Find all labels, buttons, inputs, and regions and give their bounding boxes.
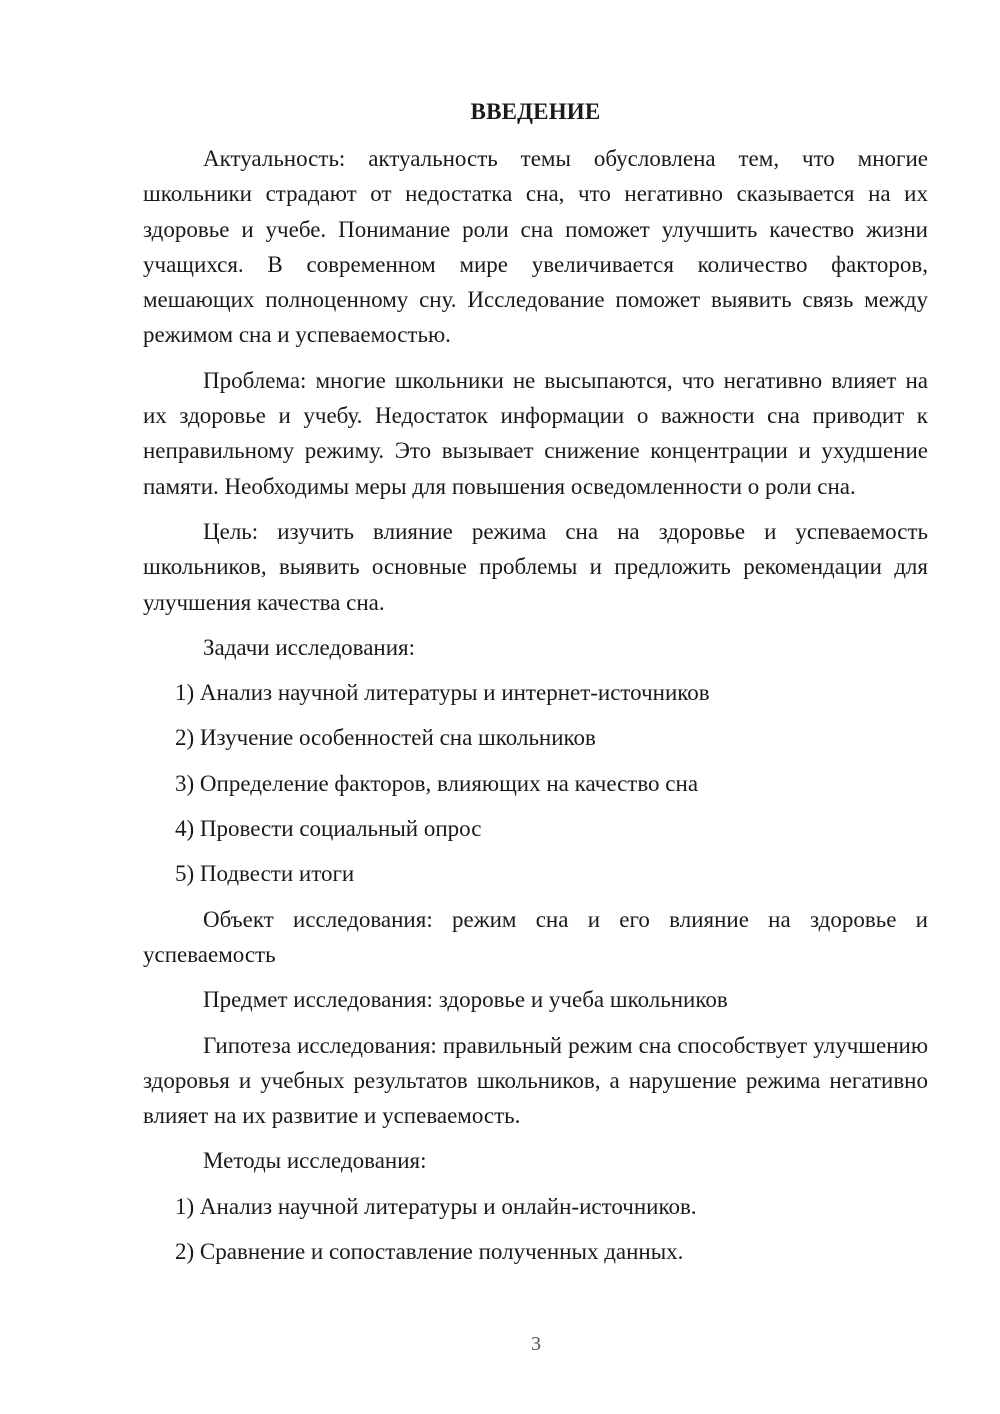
task-item: 3) Определение факторов, влияющих на качество сна — [175, 770, 699, 796]
tasks-heading: Задачи исследования: — [203, 634, 416, 660]
methods-heading: Методы исследования: — [203, 1148, 427, 1174]
page-content — [143, 94, 928, 1279]
method-item: 1) Анализ научной литературы и онлайн-источников. — [175, 1193, 697, 1219]
section-title: ВВЕДЕНИЕ — [470, 99, 601, 124]
relevance-paragraph: Актуальность: актуальность темы обусловлена тем, что многие школьники страдают от недостатка сна, что негативно сказывается на их здоровье и учебе. Понимание роли сна поможет улучшить качество жизни учащихся. В современном мире увеличивается количество факторов, мешающих полноценному сну. Исследование поможет выявить связь между режимом сна и успеваемостью. — [143, 146, 928, 348]
subject-paragraph: Предмет исследования: здоровье и учеба школьников — [203, 987, 728, 1013]
problem-paragraph: Проблема: многие школьники не высыпаются, что негативно влияет на их здоровье и учебу. Недостаток информации о важности сна приводит к неправильному режиму. Это вызывает снижение концентрации и ухудшение памяти. Необходимы меры для повышения осведомленности о роли сна. — [143, 367, 928, 499]
task-item: 2) Изучение особенностей сна школьников — [175, 725, 596, 751]
method-item: 2) Сравнение и сопоставление полученных данных. — [175, 1239, 684, 1265]
task-item: 4) Провести социальный опрос — [175, 816, 482, 842]
hypothesis-paragraph: Гипотеза исследования: правильный режим сна способствует улучшению здоровья и учебных результатов школьников, а нарушение режима негативно влияет на их развитие и успеваемость. — [143, 1032, 928, 1129]
task-item: 1) Анализ научной литературы и интернет-источников — [175, 680, 710, 706]
object-paragraph: Объект исследования: режим сна и его влияние на здоровье и успеваемость — [143, 906, 928, 967]
page-number: 3 — [531, 1333, 541, 1355]
task-item: 5) Подвести итоги — [175, 861, 355, 887]
goal-paragraph: Цель: изучить влияние режима сна на здоровье и успеваемость школьников, выявить основные проблемы и предложить рекомендации для улучшения качества сна. — [143, 518, 928, 615]
